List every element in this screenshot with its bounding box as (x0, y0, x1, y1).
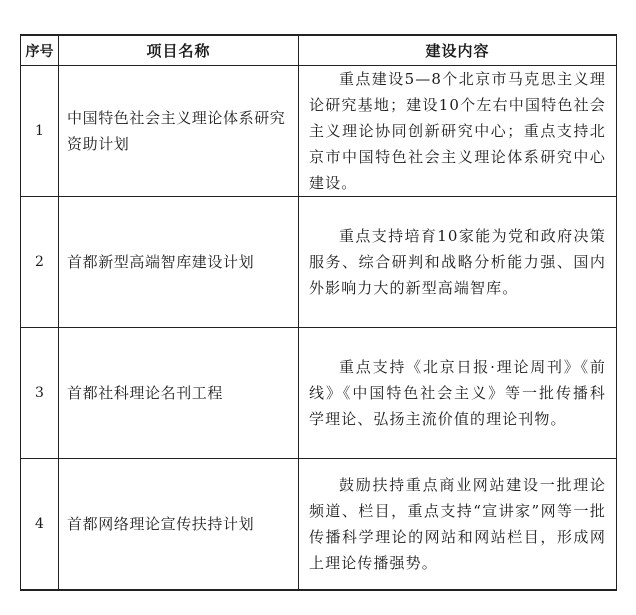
row-project-content: 重点建设5—8个北京市马克思主义理论研究基地；建设10个左右中国特色社会主义理论协同创新研究中心；重点支持北京市中国特色社会主义理论体系研究中心建设。 (299, 66, 617, 197)
row-project-content: 重点支持《北京日报·理论周刊》《前线》《中国特色社会主义》等一批传播科学理论、弘扬主流价值的理论刊物。 (299, 328, 617, 459)
table-row (21, 459, 617, 591)
row-index: 3 (21, 328, 59, 459)
project-table (20, 34, 617, 591)
row-project-content: 鼓励扶持重点商业网站建设一批理论频道、栏目，重点支持“宣讲家”网等一批传播科学理论的网站和网站栏目，形成网上理论传播强势。 (299, 459, 617, 591)
row-project-name: 首都新型高端智库建设计划 (59, 197, 299, 328)
row-project-content: 重点支持培育10家能为党和政府决策服务、综合研判和战略分析能力强、国内外影响力大的新型高端智库。 (299, 197, 617, 328)
header-name: 项目名称 (59, 35, 299, 66)
row-index: 4 (21, 459, 59, 591)
table-row (21, 328, 617, 459)
header-content: 建设内容 (299, 35, 617, 66)
row-project-name: 首都社科理论名刊工程 (59, 328, 299, 459)
table-header-row (21, 35, 617, 66)
row-project-name: 首都网络理论宣传扶持计划 (59, 459, 299, 591)
row-index: 2 (21, 197, 59, 328)
header-index: 序号 (21, 35, 59, 66)
table-row (21, 66, 617, 197)
table-row (21, 197, 617, 328)
row-project-name: 中国特色社会主义理论体系研究资助计划 (59, 66, 299, 197)
row-index: 1 (21, 66, 59, 197)
project-table-container (20, 34, 616, 591)
